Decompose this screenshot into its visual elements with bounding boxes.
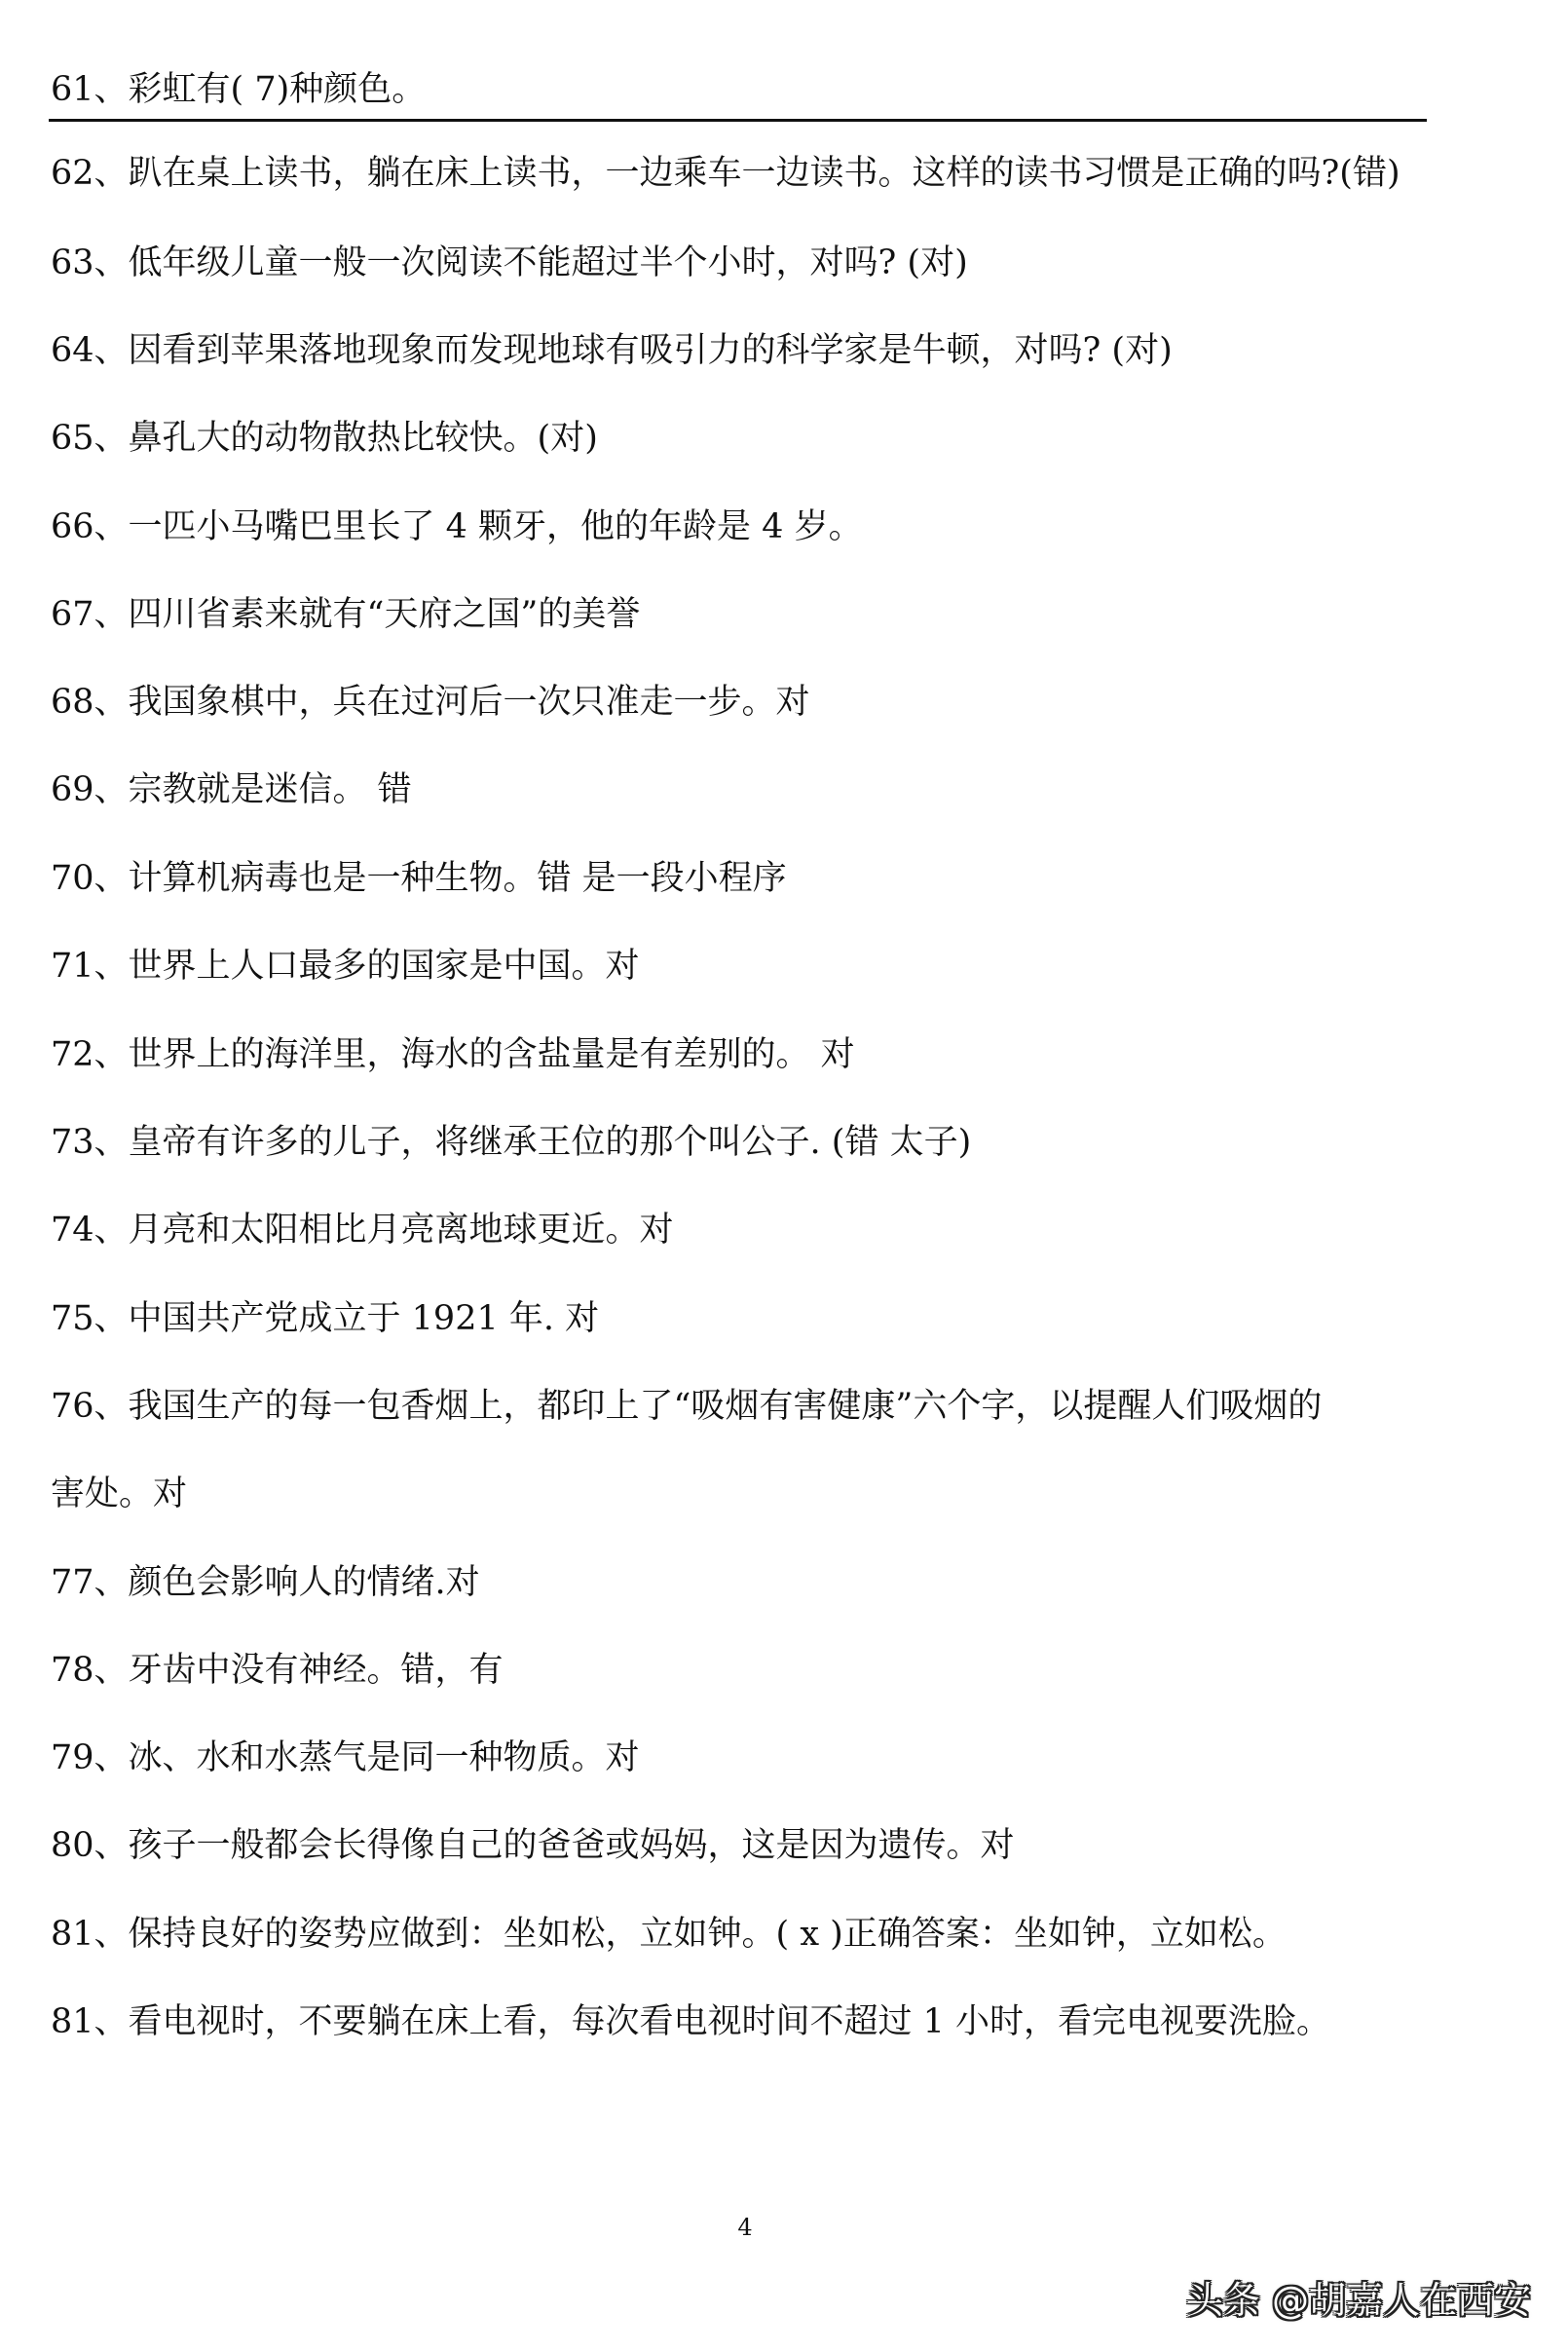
question-81: 81、保持良好的姿势应做到：坐如松，立如钟。( x )正确答案：坐如钟，立如松。 — [51, 1915, 1287, 1954]
question-67: 67、四川省素来就有“天府之国”的美誉 — [51, 595, 641, 634]
watermark: 头条 @胡嘉人在西安 — [1185, 2279, 1531, 2322]
question-62: 62、趴在桌上读书，躺在床上读书，一边乘车一边读书。这样的读书习惯是正确的吗?(错) — [51, 154, 1400, 193]
question-61: 61、彩虹有( 7)种颜色。 — [51, 70, 427, 109]
question-64: 64、因看到苹果落地现象而发现地球有吸引力的科学家是牛顿，对吗? (对) — [51, 331, 1173, 370]
question-69: 69、宗教就是迷信。 错 — [51, 770, 412, 809]
page-number: 4 — [737, 2214, 753, 2241]
question-76-continued: 害处。对 — [51, 1475, 188, 1513]
question-65: 65、鼻孔大的动物散热比较快。(对) — [51, 419, 598, 458]
question-81-second: 81、看电视时，不要躺在床上看，每次看电视时间不超过 1 小时，看完电视要洗脸。 — [51, 2002, 1331, 2041]
question-78: 78、牙齿中没有神经。错，有 — [51, 1651, 504, 1690]
question-70: 70、计算机病毒也是一种生物。错 是一段小程序 — [51, 859, 787, 898]
question-66: 66、一匹小马嘴巴里长了 4 颗牙，他的年龄是 4 岁。 — [51, 507, 863, 546]
question-77: 77、颜色会影响人的情绪.对 — [51, 1563, 480, 1602]
question-75: 75、中国共产党成立于 1921 年. 对 — [51, 1299, 600, 1338]
question-80: 80、孩子一般都会长得像自己的爸爸或妈妈，这是因为遗传。对 — [51, 1826, 1015, 1865]
question-71: 71、世界上人口最多的国家是中国。对 — [51, 947, 640, 986]
question-76: 76、我国生产的每一包香烟上，都印上了“吸烟有害健康”六个字，以提醒人们吸烟的 — [51, 1387, 1323, 1426]
question-72: 72、世界上的海洋里，海水的含盐量是有差别的。 对 — [51, 1035, 855, 1074]
question-73: 73、皇帝有许多的儿子，将继承王位的那个叫公子. (错 太子) — [51, 1123, 972, 1162]
question-63: 63、低年级儿童一般一次阅读不能超过半个小时，对吗? (对) — [51, 243, 968, 282]
question-74: 74、月亮和太阳相比月亮离地球更近。对 — [51, 1211, 674, 1250]
question-68: 68、我国象棋中，兵在过河后一次只准走一步。对 — [51, 683, 810, 722]
question-79: 79、冰、水和水蒸气是同一种物质。对 — [51, 1738, 640, 1777]
header-rule — [49, 119, 1427, 122]
